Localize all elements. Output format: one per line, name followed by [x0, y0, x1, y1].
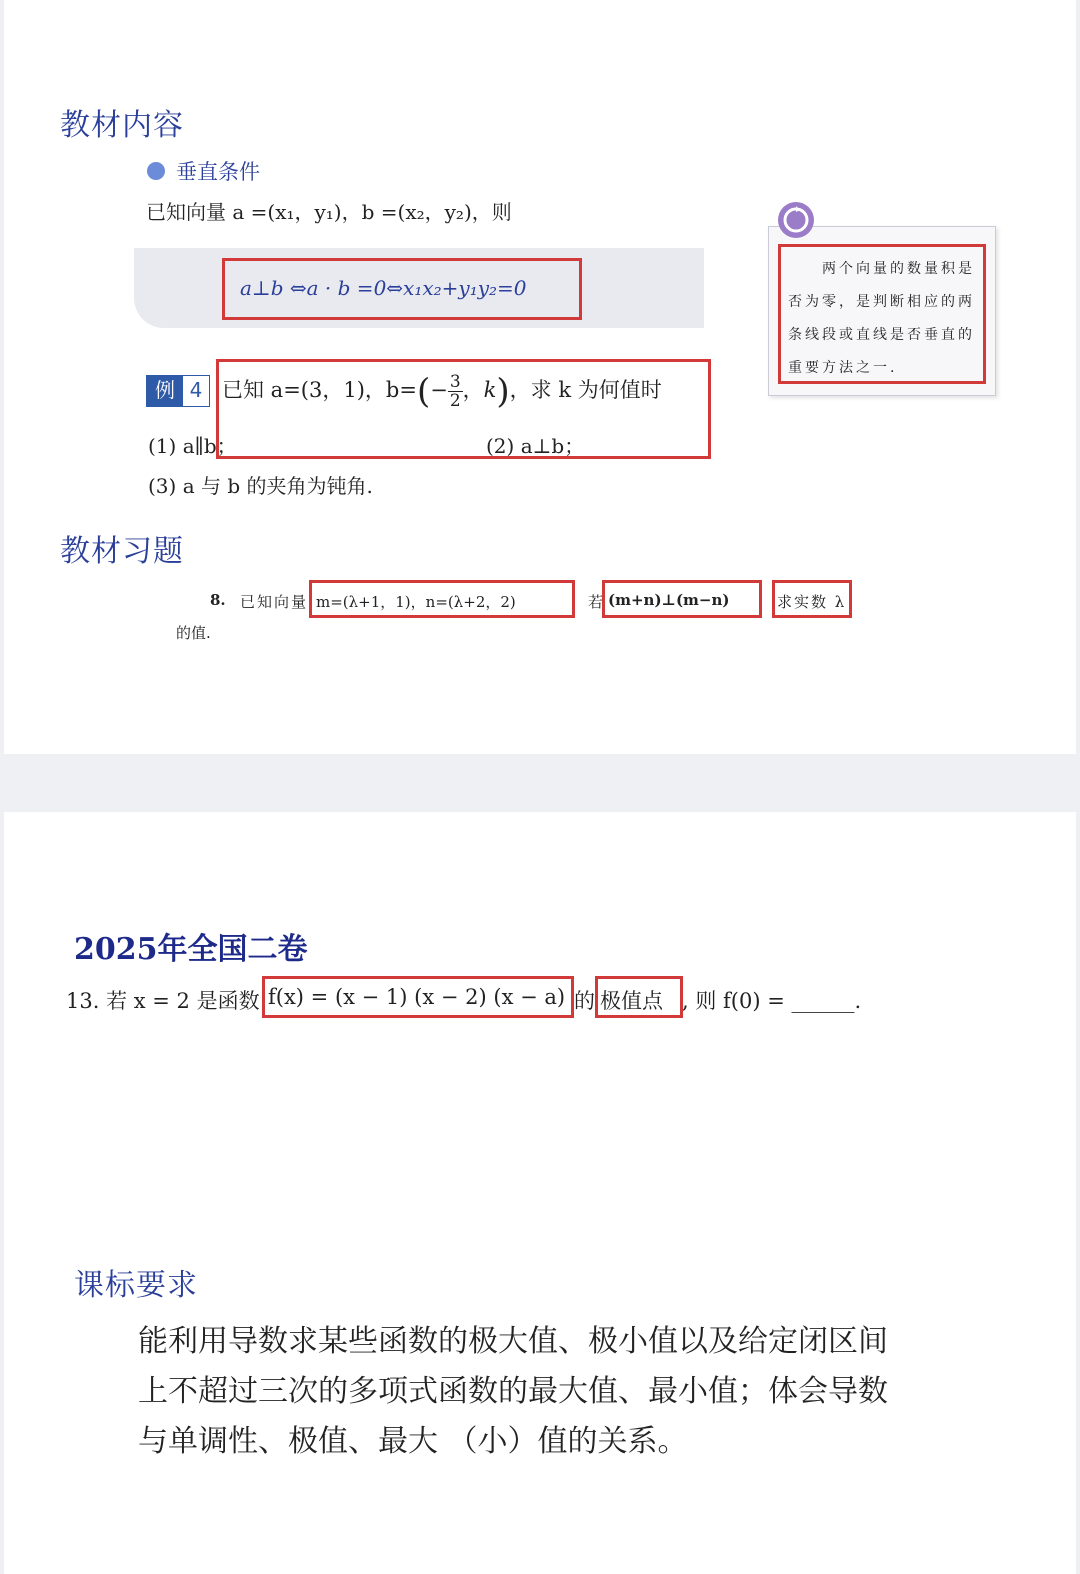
example-part-2: (2) a⊥b；	[486, 434, 585, 458]
fraction-numerator: 3	[449, 372, 461, 392]
example-stem: 已知 a=(3，1)，b=(− $\frac{3}{2}$ ，k)，求 k 为何值时	[222, 371, 662, 412]
page-card-exam	[4, 812, 1076, 1574]
refresh-gear-icon	[776, 200, 816, 240]
example-badge-number: 4	[189, 378, 203, 402]
perpendicular-formula: a⊥b ⇔a · b =0⇔x₁x₂+y₁y₂=0	[240, 276, 527, 300]
subheading-perpendicular: 垂直条件	[176, 160, 260, 184]
problem-13-de: 的	[574, 989, 595, 1013]
example-badge	[146, 375, 210, 407]
example-badge-label: 例	[147, 376, 183, 406]
problem-8-lead: 已知向量	[240, 593, 309, 611]
example-part-3: (3) a 与 b 的夹角为钝角.	[148, 474, 373, 498]
problem-8-ask: 求实数 λ	[777, 593, 847, 611]
section-heading-textbook-content: 教材内容	[60, 108, 184, 143]
note-line-4: 重要方法之一.	[788, 360, 898, 376]
page-card-textbook	[4, 0, 1076, 754]
problem-13-suffix: , 则 f(0) = ______.	[682, 989, 862, 1013]
problem-13-function: f(x) = (x − 1) (x − 2) (x − a)	[268, 985, 566, 1009]
problem-13-prefix: 13. 若 x = 2 是函数	[66, 989, 260, 1013]
fraction	[448, 373, 463, 410]
blue-dot-icon	[147, 162, 165, 180]
problem-8-vectors: m=(λ+1，1)，n=(λ+2，2)	[316, 593, 516, 611]
example-stem-after: ，求 k 为何值时	[509, 378, 662, 402]
fraction-denominator: 2	[449, 391, 461, 411]
note-line-2: 否为零，是判断相应的两	[788, 294, 975, 310]
note-line-1: 两个向量的数量积是	[822, 261, 975, 277]
example-part-1: (1) a∥b；	[148, 434, 237, 458]
curriculum-line-3: 与单调性、极值、最大 （小）值的关系。	[138, 1424, 688, 1459]
problem-13-key: 极值点	[600, 989, 663, 1013]
problem-8-number: 8.	[210, 591, 226, 609]
section-heading-curriculum: 课标要求	[74, 1268, 198, 1303]
note-line-3: 条线段或直线是否垂直的	[788, 327, 975, 343]
right-paren: )	[496, 371, 510, 412]
example-stem-before: 已知 a=(3，1)，b=	[222, 378, 417, 402]
problem-8-if: 若	[588, 593, 604, 611]
section-heading-exam: 2025年全国二卷	[74, 932, 308, 967]
intro-text: 已知向量 a =(x₁，y₁)，b =(x₂，y₂)，则	[146, 200, 512, 224]
variable-k: k	[483, 378, 497, 402]
curriculum-line-1: 能利用导数求某些函数的极大值、极小值以及给定闭区间	[138, 1324, 888, 1359]
section-heading-textbook-exercise: 教材习题	[60, 534, 184, 569]
curriculum-line-2: 上不超过三次的多项式函数的最大值、最小值；体会导数	[138, 1374, 888, 1409]
problem-8-condition: (m+n)⊥(m−n)	[608, 591, 730, 609]
left-paren: (	[416, 371, 431, 412]
problem-8-tail: 的值.	[176, 624, 211, 642]
